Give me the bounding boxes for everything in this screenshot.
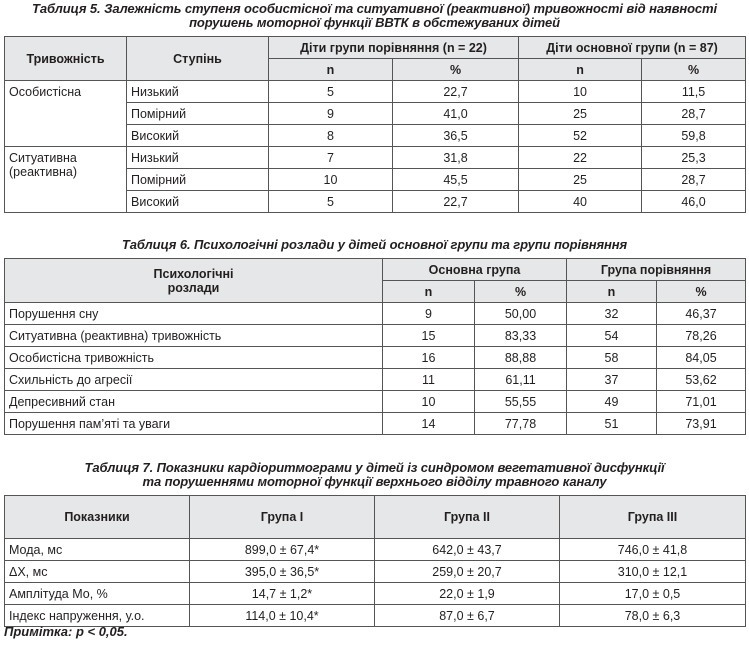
table6-header-row1 [5, 259, 746, 281]
table6-n-main: 9 [383, 303, 475, 325]
table6-disorder-name: Депресивний стан [5, 391, 383, 413]
table5-level: Високий [127, 125, 269, 147]
table6-n-cmp: 58 [567, 347, 657, 369]
table5-n-main: 25 [519, 103, 642, 125]
table5-pct-main: 28,7 [642, 169, 746, 191]
table7-caption-line1: Таблиця 7. Показники кардіоритмограми у дітей із синдромом вегетативної дисфункції [84, 460, 665, 475]
table6-pct-cmp: 73,91 [657, 413, 746, 435]
table6-pct-main: 55,55 [475, 391, 567, 413]
table7-indicator-name: ΔХ, мс [5, 561, 190, 583]
table7-header-indicators: Показники [5, 496, 190, 539]
table5-n-cmp: 8 [269, 125, 393, 147]
table5-n-cmp: 5 [269, 191, 393, 213]
table6-disorder-name: Порушення сну [5, 303, 383, 325]
table-row [5, 561, 746, 583]
table5-pct-main: 25,3 [642, 147, 746, 169]
table5-n-main: 40 [519, 191, 642, 213]
table5-level: Помірний [127, 169, 269, 191]
table5-level: Низький [127, 81, 269, 103]
table6-header-disorders [5, 259, 383, 303]
table5-pct-main: 28,7 [642, 103, 746, 125]
table5-pct-main: 59,8 [642, 125, 746, 147]
table-row [5, 303, 746, 325]
table6-pct-main: 88,88 [475, 347, 567, 369]
table5-header-pct: % [393, 59, 519, 81]
table6-disorder-name: Особистісна тривожність [5, 347, 383, 369]
table5-n-main: 22 [519, 147, 642, 169]
table5-level: Високий [127, 191, 269, 213]
table6-n-main: 11 [383, 369, 475, 391]
table5-header-row1 [5, 37, 746, 59]
table5-anxiety-type: Ситуативна (реактивна) [5, 147, 127, 213]
table7-header-group1: Група І [190, 496, 375, 539]
table6-header-n: n [567, 281, 657, 303]
table6-pct-main: 61,11 [475, 369, 567, 391]
table-row [5, 147, 746, 169]
table5-n-cmp: 7 [269, 147, 393, 169]
table7-group3-value: 78,0 ± 6,3 [560, 605, 746, 627]
table6-header-disorders-line2: розлади [167, 280, 220, 295]
table6-header-main-group: Основна група [383, 259, 567, 281]
table5 [4, 36, 746, 213]
table7-group2-value: 259,0 ± 20,7 [375, 561, 560, 583]
table7-indicator-name: Мода, мс [5, 539, 190, 561]
table7-group1-value: 395,0 ± 36,5* [190, 561, 375, 583]
table6-n-cmp: 49 [567, 391, 657, 413]
table6-pct-cmp: 71,01 [657, 391, 746, 413]
table7-caption-line2: та порушеннями моторної функції верхнього відділу травного каналу [142, 474, 607, 489]
table5-anxiety-type: Особистісна [5, 81, 127, 147]
table7 [4, 495, 746, 627]
table-row [5, 539, 746, 561]
table5-pct-cmp: 41,0 [393, 103, 519, 125]
table6-n-cmp: 54 [567, 325, 657, 347]
table6-header-comparison-group: Група порівняння [567, 259, 746, 281]
table6-n-main: 16 [383, 347, 475, 369]
table5-pct-cmp: 22,7 [393, 191, 519, 213]
table5-header-main-group: Діти основної групи (n = 87) [519, 37, 746, 59]
table7-group2-value: 87,0 ± 6,7 [375, 605, 560, 627]
table6-pct-main: 50,00 [475, 303, 567, 325]
table7-group3-value: 17,0 ± 0,5 [560, 583, 746, 605]
table6-n-main: 14 [383, 413, 475, 435]
table7-group2-value: 642,0 ± 43,7 [375, 539, 560, 561]
table5-n-cmp: 10 [269, 169, 393, 191]
table7-group3-value: 746,0 ± 41,8 [560, 539, 746, 561]
table6-pct-cmp: 53,62 [657, 369, 746, 391]
table5-n-main: 10 [519, 81, 642, 103]
table5-pct-main: 11,5 [642, 81, 746, 103]
table7-group1-value: 14,7 ± 1,2* [190, 583, 375, 605]
table6-n-cmp: 51 [567, 413, 657, 435]
table-row [5, 347, 746, 369]
table7-group2-value: 22,0 ± 1,9 [375, 583, 560, 605]
table7-indicator-name: Індекс напруження, у.о. [5, 605, 190, 627]
table5-header-comparison-group: Діти групи порівняння (n = 22) [269, 37, 519, 59]
table6-pct-cmp: 84,05 [657, 347, 746, 369]
table-row [5, 325, 746, 347]
footnote: Примітка: р < 0,05. [4, 624, 128, 639]
table7-header-row [5, 496, 746, 539]
table5-n-main: 25 [519, 169, 642, 191]
table7-header-group2: Група ІІ [375, 496, 560, 539]
table6 [4, 258, 746, 435]
table6-pct-main: 77,78 [475, 413, 567, 435]
table-row [5, 369, 746, 391]
table5-pct-cmp: 45,5 [393, 169, 519, 191]
table6-caption: Таблиця 6. Психологічні розлади у дітей основної групи та групи порівняння [121, 237, 628, 252]
table5-header-pct: % [642, 59, 746, 81]
table7-group1-value: 114,0 ± 10,4* [190, 605, 375, 627]
table5-pct-main: 46,0 [642, 191, 746, 213]
table5-n-cmp: 5 [269, 81, 393, 103]
table5-pct-cmp: 22,7 [393, 81, 519, 103]
table5-header-n: n [519, 59, 642, 81]
table5-n-main: 52 [519, 125, 642, 147]
table-row [5, 81, 746, 103]
table6-pct-cmp: 46,37 [657, 303, 746, 325]
table6-pct-main: 83,33 [475, 325, 567, 347]
table6-disorder-name: Схильність до агресії [5, 369, 383, 391]
table-row [5, 583, 746, 605]
table5-pct-cmp: 31,8 [393, 147, 519, 169]
table6-n-main: 10 [383, 391, 475, 413]
table6-n-main: 15 [383, 325, 475, 347]
table5-level: Помірний [127, 103, 269, 125]
table5-level: Низький [127, 147, 269, 169]
table7-indicator-name: Амплітуда Мо, % [5, 583, 190, 605]
table6-header-n: n [383, 281, 475, 303]
table7-group1-value: 899,0 ± 67,4* [190, 539, 375, 561]
table6-header-pct: % [475, 281, 567, 303]
table6-header-disorders-line1: Психологічні [153, 266, 234, 281]
table7-caption [0, 461, 749, 489]
table5-header-n: n [269, 59, 393, 81]
table5-header-level: Ступінь [127, 37, 269, 81]
table5-caption-line1: Таблиця 5. Залежність ступеня особистісної та ситуативної (реактивної) тривожності від наявності [31, 1, 718, 16]
table5-caption [0, 2, 749, 30]
table5-header-anxiety: Тривожність [5, 37, 127, 81]
table7-header-group3: Група ІІІ [560, 496, 746, 539]
table-row [5, 391, 746, 413]
table5-caption-line2: порушень моторної функції ВВТК в обстежуваних дітей [189, 15, 560, 30]
table6-pct-cmp: 78,26 [657, 325, 746, 347]
table6-n-cmp: 37 [567, 369, 657, 391]
table5-n-cmp: 9 [269, 103, 393, 125]
table-row [5, 413, 746, 435]
table7-group3-value: 310,0 ± 12,1 [560, 561, 746, 583]
table6-disorder-name: Ситуативна (реактивна) тривожність [5, 325, 383, 347]
table6-n-cmp: 32 [567, 303, 657, 325]
table6-header-pct: % [657, 281, 746, 303]
table6-disorder-name: Порушення пам’яті та уваги [5, 413, 383, 435]
table5-pct-cmp: 36,5 [393, 125, 519, 147]
